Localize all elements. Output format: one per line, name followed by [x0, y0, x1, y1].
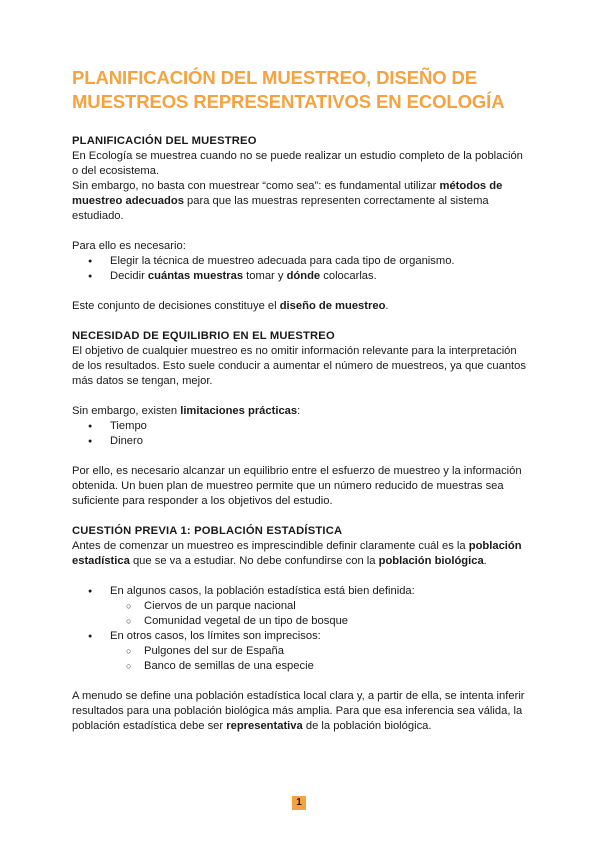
- page-number-badge: 1: [292, 796, 306, 810]
- document-page: [72, 66, 532, 734]
- section-heading-poblacion-estadistica: CUESTIÓN PREVIA 1: POBLACIÓN ESTADÍSTICA: [72, 525, 343, 537]
- paragraph: Este conjunto de decisiones constituye el diseño de muestreo.: [72, 300, 389, 312]
- section-heading-planificacion: PLANIFICACIÓN DEL MUESTREO: [72, 135, 257, 147]
- sub-list-item: ○ Comunidad vegetal de un tipo de bosque: [110, 614, 532, 629]
- paragraph: En Ecología se muestrea cuando no se puede realizar un estudio completo de la población o del ecosistema.: [72, 150, 523, 177]
- section-heading-equilibrio: NECESIDAD DE EQUILIBRIO EN EL MUESTREO: [72, 330, 335, 342]
- paragraph: Para ello es necesario:: [72, 240, 186, 252]
- document-title: PLANIFICACIÓN DEL MUESTREO, DISEÑO DE MUESTREOS REPRESENTATIVOS EN ECOLOGÍA: [72, 67, 505, 112]
- list-item: ● En algunos casos, la población estadística está bien definida: ○ Ciervos de un parque nacional ○ Comunidad vegetal de un tipo de bosque: [72, 584, 532, 629]
- bullet-list: [72, 419, 532, 449]
- bullet-list: [72, 584, 532, 674]
- paragraph: Antes de comenzar un muestreo es imprescindible definir claramente cuál es la población estadística que se va a estudiar. No debe confundirse con la población biológica.: [72, 540, 522, 567]
- list-item: ● Elegir la técnica de muestreo adecuada para cada tipo de organismo.: [72, 254, 532, 269]
- sub-list-item: ○ Ciervos de un parque nacional: [110, 599, 532, 614]
- sub-list: [110, 599, 532, 629]
- sub-list-item: ○ Banco de semillas de una especie: [110, 659, 532, 674]
- paragraph: Sin embargo, no basta con muestrear “como sea”: es fundamental utilizar métodos de muestreo adecuados para que las muestras representen correctamente al sistema estudiado.: [72, 180, 503, 222]
- list-item: ● Tiempo: [72, 419, 532, 434]
- sub-list-item: ○ Pulgones del sur de España: [110, 644, 532, 659]
- sub-list: [110, 644, 532, 674]
- paragraph: Por ello, es necesario alcanzar un equilibrio entre el esfuerzo de muestreo y la información obtenida. Un buen plan de muestreo permite que un número reducido de muestras sea suficiente para responder a los objetivos del estudio.: [72, 465, 522, 507]
- list-item: ● Decidir cuántas muestras tomar y dónde colocarlas.: [72, 269, 532, 284]
- paragraph: A menudo se define una población estadística local clara y, a partir de ella, se intenta inferir resultados para una población biológica más amplia. Para que esa inferencia sea válida, la población estadística debe ser representativa de la población biológica.: [72, 690, 525, 732]
- list-item: ● En otros casos, los límites son imprecisos: ○ Pulgones del sur de España ○ Banco de semillas de una especie: [72, 629, 532, 674]
- list-item: ● Dinero: [72, 434, 532, 449]
- bullet-list: [72, 254, 532, 284]
- paragraph: El objetivo de cualquier muestreo es no omitir información relevante para la interpretación de los resultados. Esto suele conducir a aumentar el número de muestreos, ya que cuantos más datos se tengan, mejor.: [72, 345, 526, 387]
- paragraph: Sin embargo, existen limitaciones prácticas:: [72, 405, 301, 417]
